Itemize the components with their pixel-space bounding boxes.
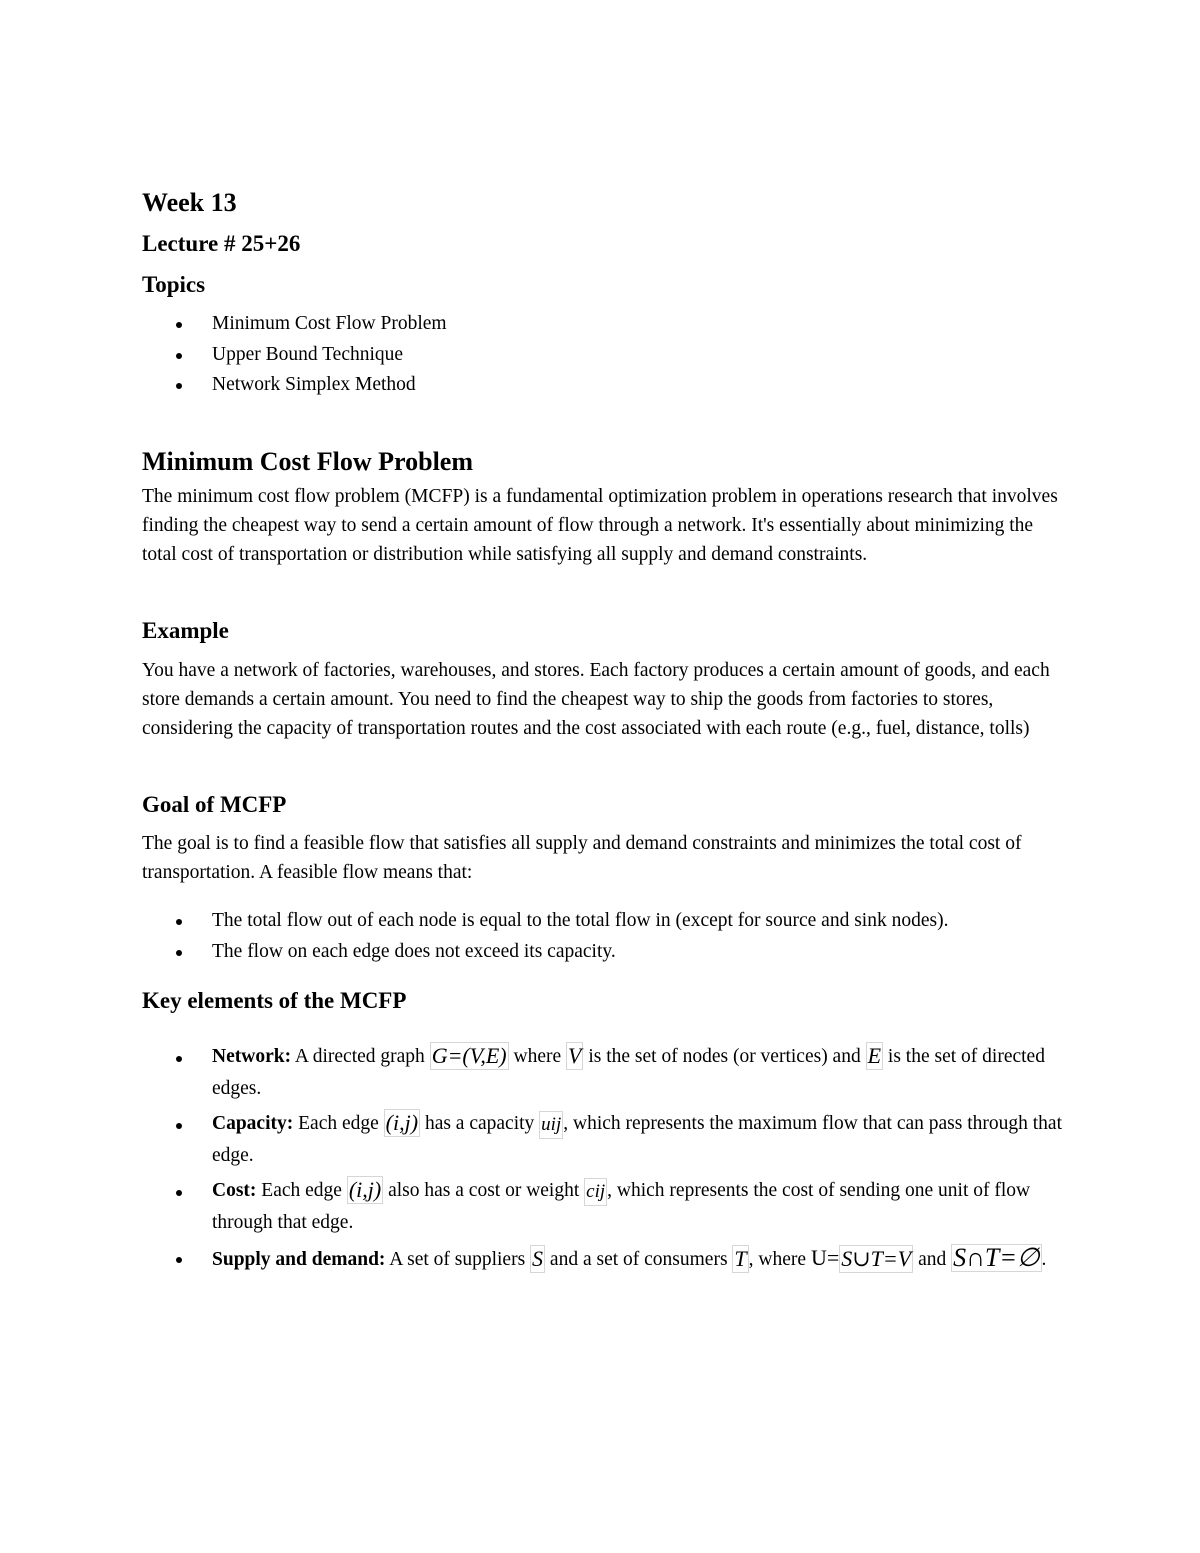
topic-item: Minimum Cost Flow Problem [142, 309, 1072, 340]
goal-paragraph: The goal is to find a feasible flow that satisfies all supply and demand constraints and minimizes the total cost of transportation. A feasible flow means that: [142, 833, 1022, 883]
topics-list [142, 309, 1072, 401]
goal-list [142, 906, 1072, 967]
topic-item: Upper Bound Technique [142, 340, 1072, 371]
math-edge: (i,j) [348, 1177, 382, 1202]
math-v: V [568, 1043, 582, 1068]
math-edge: (i,j) [385, 1110, 419, 1135]
math-intersection: S∩T=∅ [953, 1243, 1040, 1272]
math-cij: cij [584, 1178, 607, 1206]
network-text: A directed graph [291, 1046, 430, 1067]
cost-text: Each edge [256, 1180, 347, 1201]
network-text: is the set of nodes (or vertices) and [583, 1046, 866, 1067]
cost-text: , which represents the cost of sending one unit of flow through that edge. [212, 1180, 1031, 1233]
capacity-text: Each edge [293, 1113, 384, 1134]
example-paragraph: You have a network of factories, warehouses, and stores. Each factory produces a certain amount of goods, and each store demands a certain amount. You need to find the cheapest way to ship the goods from factories to stores, considering the capacity of transportation routes and the cost associated with each route (e.g., fuel, distance, tolls) [142, 660, 1050, 739]
network-text: is the set of directed edges. [212, 1046, 1045, 1099]
math-s: S [532, 1246, 544, 1271]
week-heading: Week 13 [142, 188, 237, 217]
key-elements-heading: Key elements of the MCFP [142, 988, 407, 1013]
goal-item: The flow on each edge does not exceed its capacity. [142, 937, 1072, 968]
goal-item: The total flow out of each node is equal to the total flow in (except for source and sink nodes). [142, 906, 1072, 937]
math-union: S∪T=V [841, 1246, 912, 1271]
key-item-network [142, 1041, 1072, 1105]
network-text: where [508, 1046, 567, 1067]
supply-text: , where [748, 1249, 811, 1270]
capacity-label: Capacity: [212, 1113, 294, 1134]
topics-heading: Topics [142, 272, 206, 297]
topic-item: Network Simplex Method [142, 370, 1072, 401]
math-union-prefix: U= [810, 1245, 840, 1270]
cost-text: also has a cost or weight [383, 1180, 585, 1201]
lecture-heading: Lecture # 25+26 [142, 231, 301, 256]
supply-text: . [1041, 1249, 1047, 1270]
math-e: E [867, 1043, 882, 1068]
supply-text: and [913, 1249, 952, 1270]
network-label: Network: [212, 1046, 292, 1067]
key-item-cost [142, 1175, 1072, 1239]
supply-text: A set of suppliers [385, 1249, 531, 1270]
math-t: T [734, 1246, 747, 1271]
math-graph: G=(V,E) [431, 1043, 507, 1068]
key-item-capacity [142, 1108, 1072, 1172]
example-heading: Example [142, 618, 229, 643]
key-item-supply-demand [142, 1242, 1072, 1276]
key-elements-list [142, 1041, 1072, 1279]
supply-label: Supply and demand: [212, 1249, 386, 1270]
math-uij: uij [539, 1111, 563, 1139]
supply-text: and a set of consumers [545, 1249, 733, 1270]
mcfp-intro-paragraph: The minimum cost flow problem (MCFP) is a fundamental optimization problem in operations research that involves finding the cheapest way to send a certain amount of flow through a network. It's essentially about minimizing the total cost of transportation or distribution while satisfying all supply and demand constraints. [142, 486, 1058, 565]
goal-heading: Goal of MCFP [142, 792, 287, 817]
cost-label: Cost: [212, 1180, 257, 1201]
mcfp-heading: Minimum Cost Flow Problem [142, 447, 473, 476]
capacity-text: has a capacity [420, 1113, 540, 1134]
capacity-text: , which represents the maximum flow that can pass through that edge. [212, 1113, 1062, 1166]
